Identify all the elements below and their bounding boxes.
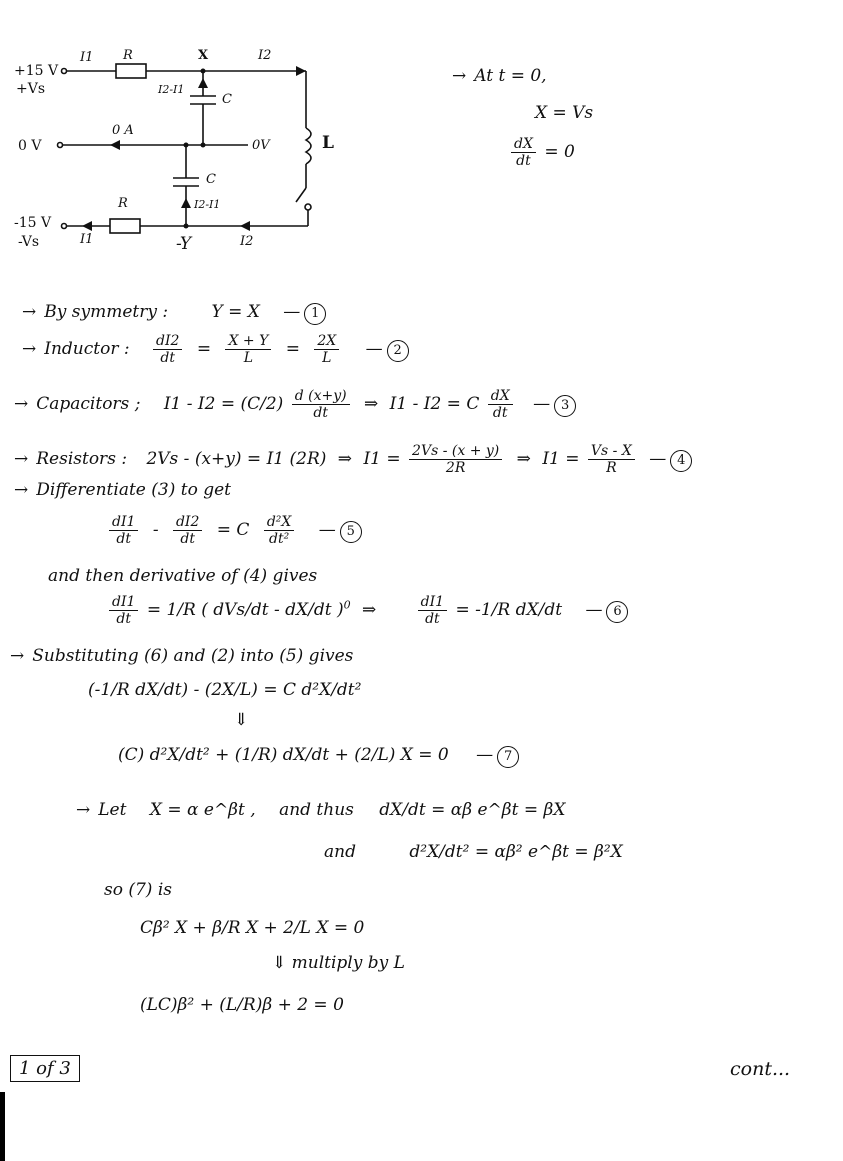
- arrow-up-cap-bottom: [181, 198, 191, 208]
- arrow-right-top: [296, 66, 306, 76]
- eq5-line: $\frac{dI1}{dt}$ - $\frac{dI2}{dt}$ = C $\frac{\text{d²X}}{\text{dt²}}$ — 5: [106, 514, 362, 547]
- initial-line3: $\frac{dX}{dt}$ = 0: [508, 136, 575, 169]
- eq6-line: $\frac{dI1}{dt}$ = 1/R ( dVs/dt - dX/dt )$^0$ ⇒ $\frac{dI1}{dt}$ = -1/R dX/dt — 6: [106, 594, 628, 627]
- x-node-label: X: [198, 48, 209, 63]
- c-top-label: C: [222, 92, 232, 107]
- substituting-line: → Substituting (6) and (2) into (5) gives: [10, 646, 354, 666]
- y-node-label: -Y: [176, 234, 192, 254]
- resistor-bottom: [110, 219, 140, 233]
- i1-bottom-label: I1: [80, 232, 94, 247]
- scan-edge: [0, 1092, 5, 1161]
- arrow-left-bottom: [240, 221, 250, 231]
- i2-i1-top-label: I2-I1: [158, 83, 185, 96]
- i1-top-label: I1: [80, 50, 94, 65]
- then-line: and then derivative of (4) gives: [48, 566, 318, 586]
- so-line: so (7) is: [104, 880, 173, 900]
- so-eq: Cβ² X + β/R X + 2/L X = 0: [140, 918, 365, 938]
- zero-a-label: 0 A: [112, 123, 134, 138]
- initial-line2: X = Vs: [535, 103, 594, 123]
- inductor-line: → Inductor : $\frac{dI2}{dt}$ = $\frac{X + Y}{L}$ = $\frac{2X}{L}$ — 2: [22, 333, 409, 366]
- resistor-top: [116, 64, 146, 78]
- r-top-label: R: [123, 48, 133, 63]
- initial-line1: → At t = 0,: [452, 66, 547, 86]
- vminus-label: -15 V: [14, 215, 52, 231]
- i2-i1-bottom-label: I2-I1: [194, 198, 221, 211]
- inductor-coil: [306, 128, 311, 164]
- i2-bottom-label: I2: [240, 234, 254, 249]
- vs-plus-label: +Vs: [16, 81, 46, 97]
- final-eq: (LC)β² + (L/R)β + 2 = 0: [140, 995, 344, 1015]
- arrow-left-mid: [110, 140, 120, 150]
- substituted-eq: (-1/R dX/dt) - (2X/L) = C d²X/dt²: [88, 680, 362, 700]
- vplus-label: +15 V: [14, 63, 59, 79]
- page-number: 1 of 3: [10, 1055, 80, 1082]
- switch: [296, 188, 306, 202]
- c-bottom-label: C: [206, 172, 216, 187]
- r-bottom-label: R: [118, 196, 128, 211]
- arrow-up-cap-top: [198, 78, 208, 88]
- let-line: → Let X = α e^βt , and thus dX/dt = αβ e^βt = βX: [76, 800, 566, 820]
- vs-minus-label: -Vs: [18, 234, 40, 250]
- and-line: and d²X/dt² = αβ² e^βt = β²X: [324, 842, 623, 862]
- cont-label: cont...: [730, 1058, 791, 1080]
- inductor-label: L: [322, 133, 334, 153]
- zero-v-left-label: 0 V: [18, 138, 42, 154]
- eq7-line: (C) d²X/dt² + (1/R) dX/dt + (2/L) X = 0 — 7: [118, 745, 519, 768]
- differentiate-line: → Differentiate (3) to get: [14, 480, 231, 500]
- capacitors-line: → Capacitors ; I1 - I2 = (C/2) $\frac{d (x+y)}{dt}$ ⇒ I1 - I2 = C $\frac{dX}{dt}$ — 3: [14, 388, 576, 421]
- resistors-line: → Resistors : 2Vs - (x+y) = I1 (2R) ⇒ I1 = $\frac{2Vs - (x + y)}{2R}$ ⇒ I1 = $\frac{Vs - X}{R}$ — 4: [14, 443, 692, 476]
- multiply-line: ⇓ multiply by L: [272, 953, 405, 973]
- arrow-left-terminal: [82, 221, 92, 231]
- i2-top-label: I2: [258, 48, 272, 63]
- symmetry-line: → By symmetry : Y = X — 1: [22, 302, 326, 325]
- zero-v-right-label: 0V: [252, 138, 270, 153]
- down-arrow-1: ⇓: [234, 710, 249, 730]
